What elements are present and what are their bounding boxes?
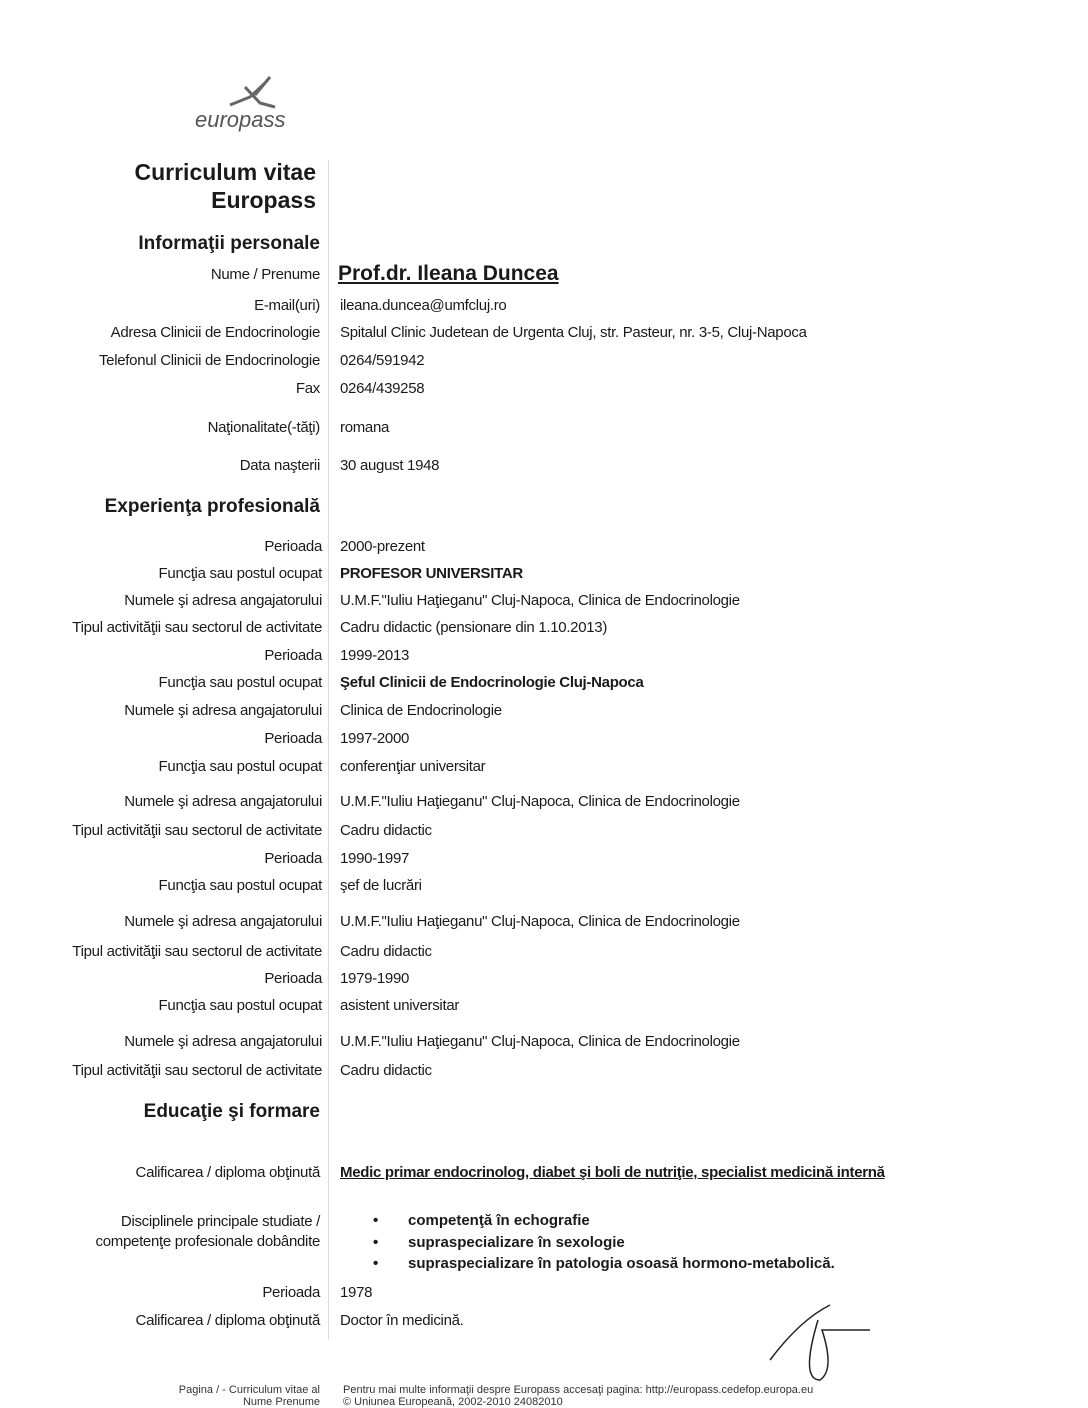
row-label: Naţionalitate(-tăţi): [207, 419, 320, 436]
row-value: 1990-1997: [340, 850, 410, 867]
logo-text: europass: [195, 107, 286, 132]
title-line2: Europass: [211, 187, 316, 213]
signature: [760, 1300, 880, 1390]
experience-row: [0, 875, 1088, 897]
row-value: 1979-1990: [340, 970, 410, 987]
experience-row: [0, 791, 1088, 813]
row-label: Numele şi adresa angajatorului: [124, 702, 322, 719]
experience-row: [0, 1031, 1088, 1053]
row-value: şef de lucrări: [340, 877, 422, 894]
footer-right: Pentru mai multe informaţii despre Europass accesaţi pagina: http://europass.cedefop.europa.eu © Uniunea Europeană, 2002-2010 24082010: [343, 1384, 814, 1408]
row-label: Tipul activităţii sau sectorul de activitate: [72, 943, 322, 960]
experience-row: [0, 941, 1088, 963]
row-value: Şeful Clinicii de Endocrinologie Cluj-Napoca: [340, 674, 644, 691]
row-label: Calificarea / diploma obţinută: [135, 1312, 320, 1329]
row-label: Funcţia sau postul ocupat: [158, 758, 322, 775]
row-label: Numele şi adresa angajatorului: [124, 793, 322, 810]
row-label: Perioada: [264, 647, 322, 664]
row-label: Calificarea / diploma obţinută: [135, 1164, 320, 1181]
row-value: Cadru didactic: [340, 943, 432, 960]
info-row: [0, 378, 1088, 400]
experience-row: [0, 645, 1088, 667]
experience-row: [0, 563, 1088, 585]
info-row: [0, 1282, 1088, 1304]
row-value: PROFESOR UNIVERSITAR: [340, 565, 523, 582]
name-label: Nume / Prenume: [210, 266, 320, 283]
row-label: Data naşterii: [239, 457, 320, 474]
row-label: Funcţia sau postul ocupat: [158, 565, 322, 582]
row-label: Telefonul Clinicii de Endocrinologie: [98, 352, 320, 369]
row-label: Adresa Clinicii de Endocrinologie: [110, 324, 320, 341]
row-value: 2000-prezent: [340, 538, 425, 555]
email-value: ileana.duncea@umfcluj.ro: [340, 297, 507, 314]
experience-row: [0, 536, 1088, 558]
row-value: Clinica de Endocrinologie: [340, 702, 502, 719]
row-label: Numele şi adresa angajatorului: [124, 913, 322, 930]
experience-row: [0, 728, 1088, 750]
cv-title: [135, 158, 317, 214]
row-label: Disciplinele principale studiate /: [120, 1213, 320, 1230]
row-label: Funcţia sau postul ocupat: [158, 877, 322, 894]
experience-row: [0, 995, 1088, 1017]
row-value: Spitalul Clinic Judetean de Urgenta Cluj, str. Pasteur, nr. 3-5, Cluj-Napoca: [340, 324, 807, 341]
row-label: Perioada: [264, 538, 322, 555]
experience-row: [0, 700, 1088, 722]
experience-row: [0, 617, 1088, 639]
row-label: competenţe profesionale dobândite: [95, 1233, 320, 1250]
row-value: U.M.F."Iuliu Haţieganu" Cluj-Napoca, Clinica de Endocrinologie: [340, 1033, 740, 1050]
row-value: 1978: [340, 1284, 373, 1301]
experience-row: [0, 590, 1088, 612]
row-value: Cadru didactic (pensionare din 1.10.2013): [340, 619, 608, 636]
row-value: U.M.F."Iuliu Haţieganu" Cluj-Napoca, Clinica de Endocrinologie: [340, 793, 740, 810]
experience-row: [0, 756, 1088, 778]
experience-row: [0, 911, 1088, 933]
row-value: 30 august 1948: [340, 457, 440, 474]
row-label: Perioada: [262, 1284, 320, 1301]
section-education-heading: Educaţie şi formare: [143, 1101, 320, 1122]
row-value: Cadru didactic: [340, 822, 432, 839]
row-value: 0264/439258: [340, 380, 425, 397]
row-value: Cadru didactic: [340, 1062, 432, 1079]
experience-row: [0, 672, 1088, 694]
row-value: romana: [340, 419, 390, 436]
row-label: Perioada: [264, 850, 322, 867]
row-label: Tipul activităţii sau sectorul de activitate: [72, 822, 322, 839]
info-row: [0, 350, 1088, 372]
experience-row: [0, 1060, 1088, 1082]
row-value: 0264/591942: [340, 352, 425, 369]
section-experience-heading: Experienţa profesională: [104, 496, 320, 517]
row-value: U.M.F."Iuliu Haţieganu" Cluj-Napoca, Clinica de Endocrinologie: [340, 592, 740, 609]
row-value: asistent universitar: [340, 997, 460, 1014]
row-label: Tipul activităţii sau sectorul de activitate: [72, 619, 322, 636]
qualification-value: Medic primar endocrinolog, diabet şi boli de nutriţie, specialist medicină internă: [340, 1164, 885, 1181]
row-label: Tipul activităţii sau sectorul de activitate: [72, 1062, 322, 1079]
person-name: Prof.dr. Ileana Duncea: [338, 262, 559, 285]
experience-row: [0, 968, 1088, 990]
row-label: Funcţia sau postul ocupat: [158, 674, 322, 691]
bullet-item: • supraspecializare în patologia osoasă hormono-metabolică.: [375, 1255, 835, 1272]
info-row: [0, 322, 1088, 344]
row-label: Perioada: [264, 970, 322, 987]
row-value: conferenţiar universitar: [340, 758, 486, 775]
row-value: 1999-2013: [340, 647, 410, 664]
info-row: [0, 1162, 1088, 1184]
row-label: E-mail(uri): [254, 297, 320, 314]
title-line1: Curriculum vitae: [134, 159, 316, 185]
row-label: Numele şi adresa angajatorului: [124, 1033, 322, 1050]
row-label: Perioada: [264, 730, 322, 747]
europass-logo: [195, 75, 305, 135]
section-personal-heading: Informaţii personale: [138, 233, 320, 254]
row-label: Numele şi adresa angajatorului: [124, 592, 322, 609]
info-row: [0, 1310, 1088, 1332]
bullet-item: • competenţă în echografie: [375, 1212, 590, 1229]
experience-row: [0, 848, 1088, 870]
footer-left: Pagina / - Curriculum vitae al Nume Prenume: [178, 1384, 320, 1408]
row-value: U.M.F."Iuliu Haţieganu" Cluj-Napoca, Clinica de Endocrinologie: [340, 913, 740, 930]
row-value: Doctor în medicină.: [340, 1312, 464, 1329]
row-value: 1997-2000: [340, 730, 410, 747]
info-row: [0, 417, 1088, 439]
experience-row: [0, 820, 1088, 842]
info-row: [0, 295, 1088, 317]
row-label: Funcţia sau postul ocupat: [158, 997, 322, 1014]
info-row: [0, 455, 1088, 477]
bullet-item: • supraspecializare în sexologie: [375, 1234, 625, 1251]
row-label: Fax: [295, 380, 320, 397]
